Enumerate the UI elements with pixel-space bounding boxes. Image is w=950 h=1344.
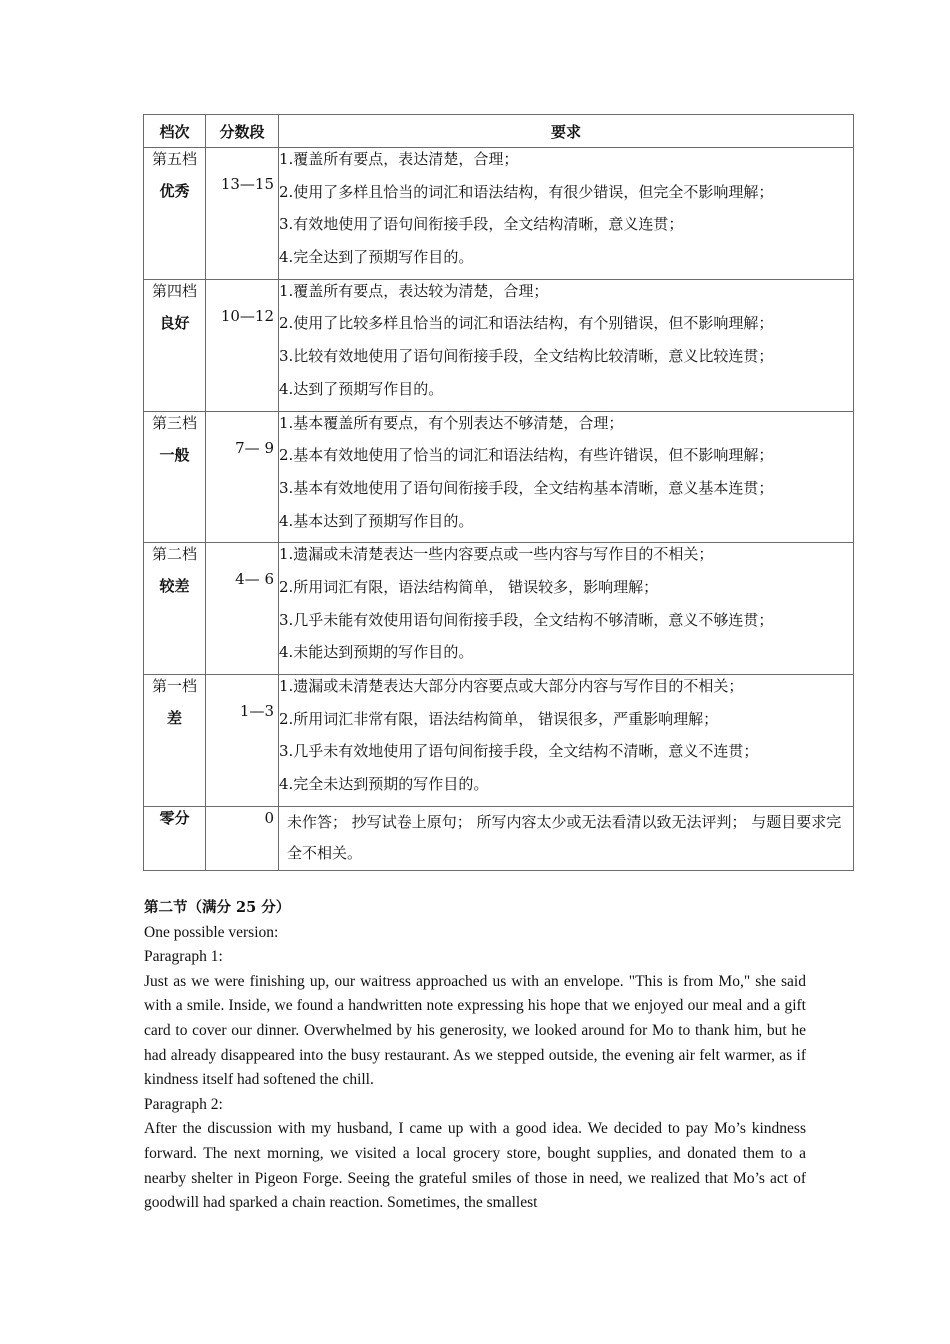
- requirement-line: 3.有效地使用了语句间衔接手段，全文结构清晰，意义连贯；: [279, 215, 684, 234]
- score-range: 4— 6: [235, 570, 274, 589]
- requirement-line: 3.几乎未能有效使用语句间衔接手段，全文结构不够清晰，意义不够连贯；: [279, 610, 774, 629]
- table-row: [144, 148, 854, 280]
- requirement-line: 1.遗漏或未清楚表达大部分内容要点或大部分内容与写作目的不相关；: [279, 677, 744, 695]
- requirement-line: 1.遗漏或未清楚表达一些内容要点或一些内容与写作目的不相关；: [279, 545, 714, 564]
- requirement-line: 未作答； 抄写试卷上原句； 所写内容太少或无法看清以致无法评判； 与题目要求完: [287, 812, 842, 831]
- score-range: 7— 9: [235, 438, 274, 457]
- table-row-zero: [144, 806, 854, 870]
- requirement-line: 2.所用词汇非常有限，语法结构简单， 错误很多，严重影响理解；: [279, 709, 719, 728]
- header-score: 分数段: [206, 115, 279, 148]
- score-cell: [206, 148, 279, 280]
- score-cell: [206, 279, 279, 411]
- score-range: 0: [264, 808, 274, 827]
- level-cell: [144, 543, 206, 675]
- level-grade: 优秀: [159, 182, 190, 200]
- answer-section: [144, 896, 806, 1216]
- level-cell: [144, 279, 206, 411]
- requirements-cell: [279, 675, 854, 807]
- paragraph-label: Paragraph 1:: [144, 948, 223, 966]
- requirement-line: 4.完全未达到预期的写作目的。: [279, 775, 489, 794]
- level-grade: 一般: [159, 445, 190, 464]
- header-requirements: 要求: [279, 115, 854, 148]
- requirement-line: 2.基本有效地使用了恰当的词汇和语法结构，有些许错误，但不影响理解；: [279, 446, 774, 465]
- requirement-line: 4.完全达到了预期写作目的。: [279, 248, 474, 267]
- requirements-cell: [279, 148, 854, 280]
- level-cell: [144, 675, 206, 807]
- level-name: 第一档: [151, 677, 197, 695]
- requirement-line: 3.基本有效地使用了语句间衔接手段，全文结构基本清晰，意义基本连贯；: [279, 478, 774, 497]
- requirement-line: 2.所用词汇有限，语法结构简单， 错误较多，影响理解；: [279, 577, 659, 596]
- level-name: 第四档: [151, 281, 197, 300]
- level-name: 第三档: [151, 413, 197, 432]
- requirements-cell: [279, 806, 854, 870]
- table-row: [144, 279, 854, 411]
- requirement-line: 全不相关。: [287, 843, 363, 862]
- score-range: 1—3: [239, 702, 274, 720]
- requirement-line: 2.使用了比较多样且恰当的词汇和语法结构，有个别错误，但不影响理解；: [279, 314, 774, 333]
- requirement-line: 3.几乎未有效地使用了语句间衔接手段，全文结构不清晰，意义不连贯；: [279, 742, 759, 761]
- header-level: 档次: [144, 115, 206, 148]
- requirements-cell: [279, 279, 854, 411]
- requirement-line: 1.覆盖所有要点，表达清楚，合理；: [279, 150, 519, 168]
- paragraph-text: After the discussion with my husband, I came up with a good idea. We decided to pay Mo’s kindness forward. The next morning, we visited a local grocery store, bought supplies, and donated them to a nearby shelter in Pigeon Forge. Seeing the grateful smiles of those in need, we realized that Mo’s act of goodwill had sparked a chain reaction. Sometimes, the smallest: [144, 1120, 806, 1212]
- paragraph-label: Paragraph 2:: [144, 1095, 223, 1113]
- score-cell: [206, 806, 279, 870]
- level-name: 第二档: [151, 545, 197, 564]
- requirement-line: 4.达到了预期写作目的。: [279, 379, 444, 398]
- level-grade: 差: [166, 709, 182, 727]
- section-intro: One possible version:: [144, 923, 279, 941]
- table-header-row: [144, 115, 854, 148]
- requirement-line: 1.基本覆盖所有要点，有个别表达不够清楚，合理；: [279, 413, 624, 432]
- requirement-line: 2.使用了多样且恰当的词汇和语法结构，有很少错误，但完全不影响理解；: [279, 182, 774, 201]
- table-row: [144, 675, 854, 807]
- table-row: [144, 411, 854, 543]
- level-grade: 零分: [159, 808, 190, 827]
- table-row: [144, 543, 854, 675]
- grading-table: [143, 114, 854, 871]
- requirement-line: 4.未能达到预期的写作目的。: [279, 643, 474, 662]
- score-cell: [206, 675, 279, 807]
- score-range: 13—15: [220, 175, 274, 193]
- paragraph-text: Just as we were finishing up, our waitress approached us with an envelope. "This is from Mo," she said with a smile. Inside, we found a handwritten note expressing his hope that we enjoyed our meal and a gift card to cover our dinner. Overwhelmed by his generosity, we looked around for Mo to thank him, but he had already disappeared into the busy restaurant. As we stepped outside, the evening air felt warmer, as if kindness itself had softened the chill.: [144, 972, 806, 1089]
- score-cell: [206, 543, 279, 675]
- level-grade: 良好: [159, 313, 190, 332]
- requirement-line: 1.覆盖所有要点，表达较为清楚，合理；: [279, 281, 549, 300]
- requirements-cell: [279, 543, 854, 675]
- level-cell: [144, 411, 206, 543]
- section-title: 第二节（满分 25 分）: [144, 899, 291, 916]
- score-cell: [206, 411, 279, 543]
- requirement-line: 3.比较有效地使用了语句间衔接手段，全文结构比较清晰，意义比较连贯；: [279, 347, 774, 366]
- level-cell: [144, 148, 206, 280]
- requirement-line: 4.基本达到了预期写作目的。: [279, 511, 474, 530]
- level-cell: [144, 806, 206, 870]
- level-grade: 较差: [159, 577, 190, 596]
- level-name: 第五档: [151, 150, 197, 168]
- requirements-cell: [279, 411, 854, 543]
- score-range: 10—12: [220, 306, 274, 325]
